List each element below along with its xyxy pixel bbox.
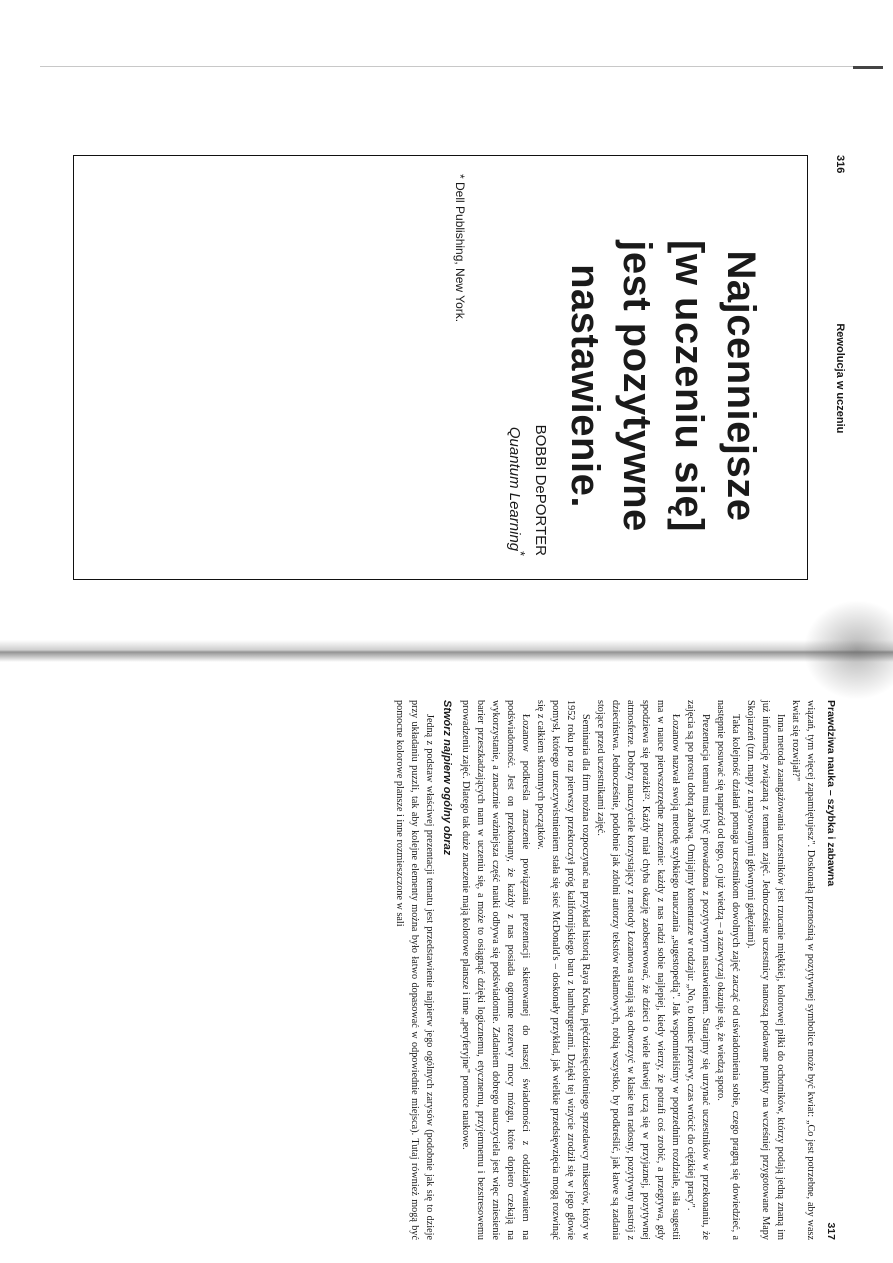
right-page [140, 700, 840, 1240]
paragraph: Łozanow podkreśla znaczenie powiązania prezentacji skierowanej do naszej świadomości z oddziaływaniem na podświadomość. Jest on przekonany, że każdy z nas posiada ogromne rezerwy mocy mózgu, które dopiero czekają na wykorzystanie, a znacznie ważniejsza część nauki odbywa się podświadomie. Zadaniem dobrego nauczyciela jest więc zniesienie barier przeszkadzających nam w uczeniu się, a może to osiągnąć dzięki logicznemu, etycznemu, przyjemnemu i bezstresowemu prowadzeniu zajęć. Dlatego tak duże znaczenie mają kolorowe plansze i inne „peryferyjne" pomoce naukowe. [460, 700, 531, 1240]
paragraph: Prezentacja tematu musi być prowadzona z pozytywnym nastawieniem. Starajmy się urzynać uczestników w przekonaniu, że zajęcia są po prostu dobrą zabawą. Omijajmy komentarze w rodzaju: „No, to koniec przerwy, czas wrócić do ciężkiej pracy". [685, 700, 711, 1240]
quote-line: Najcenniejsze [719, 250, 763, 522]
paragraph: Jedną z podstaw właściwej prezentacji tematu jest przedstawienie najpierw jego ogólnych zarysów (podobnie jak się to dzieje przy układaniu puzzli, tak aby kolejne elementy można było łatwo dopasować w odpowiednie miejsca). Tutaj również mogą być pomocne kolorowe plansze i inne rozmieszczone w sali [394, 700, 435, 1240]
paragraph: Inna metoda zaangażowania uczestników jest rzucanie miękkiej, kolorowej piłki do ochotników, którzy podają jedną znaną im już informację związaną z tematem zajęć. Jednocześnie uczestnicy nanoszą podawane punkty na wcześniej przygotowane Mapy Skojarzeń (tzn. mapy z narysowanymi głównymi gałęziami). [745, 700, 786, 1240]
footnote [453, 174, 467, 474]
footnote-marker: * [513, 551, 527, 556]
quote-line: nastawienie. [563, 264, 607, 508]
author-name: BOBBI DePORTER [532, 424, 549, 556]
paragraph: Seminaria dla firm można rozpoczynać na przykład historią Raya Kroka, pięćdziesięcioletniego sprzedawcy mikserów, który w 1952 roku po raz pierwszy przekroczył próg kalifornijskiego baru z hamburgerami. Dzięki tej wizycie zrodził się w jego głowie pomysł, którego urzeczywistnieniem stała się sieć McDonald's – doskonały przykład, jak wielkie przedsięwzięcia mogą rozwinąć się z całkiem skromnych początków. [535, 700, 591, 1240]
paragraph: wiązań, tym więcej zapamiętujesz". Doskonałą przenośnią w pozytywnej symbolice może być kwiat: „Co jest potrzebne, aby wasz kwiat się rozwijał?" [790, 700, 816, 1240]
footnote-text: Dell Publishing, New York. [453, 182, 467, 323]
scan-edge-line [40, 66, 880, 67]
quote-line: [w uczeniu się] [667, 240, 711, 532]
section-subheading: Stwórz najpierw ogólny obraz [441, 700, 453, 856]
body-text [392, 700, 818, 1240]
quote-title [559, 216, 767, 556]
quote-box [73, 155, 808, 580]
left-page [70, 155, 850, 610]
right-page-number: 317 [825, 1222, 837, 1240]
scan-edge-mark [853, 66, 883, 69]
scan-smudge [803, 600, 893, 700]
paragraph: Łozanow nazwał swoją metodę szybkiego nauczania „sugestopedią". Jak wspomnieliśmy w poprzednim rozdziale, siła sugestii ma w nauce pierwszorzędne znaczenie: każdy z nas radzi sobie najlepiej, kiedy wierzy, że potrafi coś zrobić, a przegrywa, gdy spodziewa się porażki²². Każdy miał chyba okazję zaobserwować, że dzieci o wiele łatwiej uczą się w przyjaznej, pozytywnej atmosferze. Dobrzy nauczyciele korzystający z metody Łozanowa starają się odtworzyć w klasie ten radosny, pozytywny nastrój z dzieciństwa. Jednocześnie, podobnie jak zdolni autorzy tekstów reklamowych, robią wszystko, by podkreślić, jak łatwe są zadania stojące przed uczestnikami zajęć. [595, 700, 681, 1240]
left-running-title: Rewolucja w uczeniu [834, 323, 846, 434]
quote-line: jest pozytywne [615, 240, 659, 532]
right-running-title: Prawdziwa nauka – szybka i zabawna [825, 700, 837, 887]
paragraph: Taka kolejność działań pomaga uczestnikom dowolnych zajęć zacząć od uświadomienia sobie, czego pragną się dowiedzieć, a następnie posuwać się naprzód od tego, co już wiedzą – a zazwyczaj okazuje się, że wiedzą sporo. [715, 700, 741, 1240]
footnote-marker: * [453, 174, 467, 179]
book-title: Quantum Learning [506, 426, 523, 552]
left-page-number: 316 [834, 155, 846, 174]
right-running-head [822, 700, 840, 1240]
quote-attribution [504, 276, 550, 556]
book-gutter-shadow [0, 640, 893, 662]
left-running-head [830, 155, 850, 610]
